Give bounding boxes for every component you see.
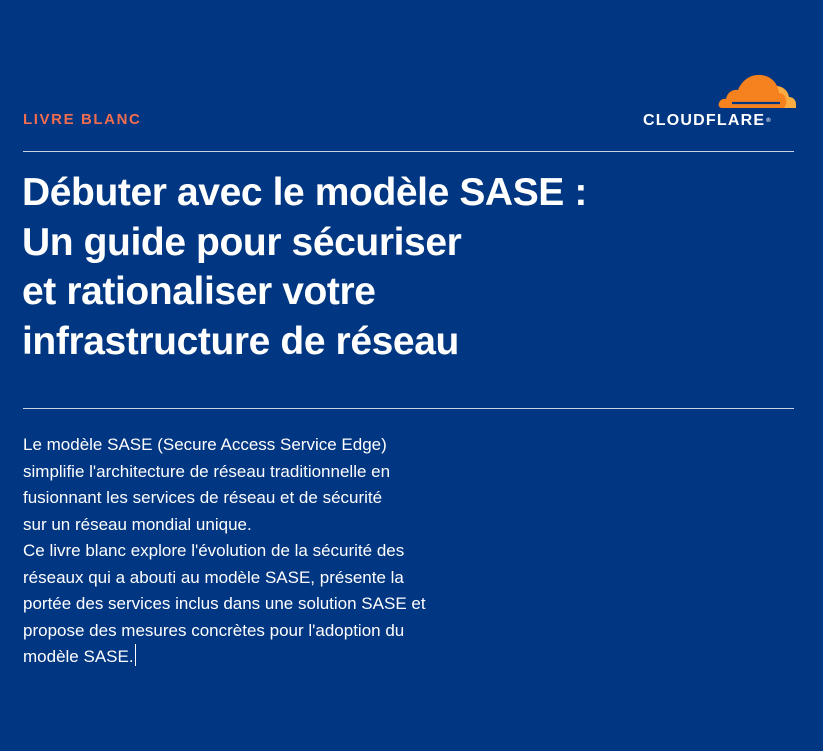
summary-line: Le modèle SASE (Secure Access Service Edge) [23, 435, 387, 454]
bottom-divider [23, 408, 794, 409]
summary-last-line [23, 644, 583, 671]
document-type-label: LIVRE BLANC [23, 111, 142, 128]
cloudflare-wordmark [643, 112, 771, 130]
title-line: et rationaliser votre [22, 270, 376, 313]
summary-line: propose des mesures concrètes pour l'adoption du [23, 620, 405, 640]
page-title [22, 168, 782, 366]
summary-line-text: modèle SASE. [23, 647, 134, 666]
summary-line: réseaux qui a abouti au modèle SASE, présente la [23, 567, 404, 587]
summary-line: sur un réseau mondial unique. [23, 514, 252, 534]
summary-line: portée des services inclus dans une solution SASE et [23, 594, 426, 613]
registered-mark: ® [766, 118, 771, 124]
title-line: Débuter avec le modèle SASE : [22, 171, 587, 214]
summary-line: fusionnant les services de réseau et de sécurité [23, 488, 383, 507]
summary-line: simplifie l'architecture de réseau traditionnelle en [23, 461, 391, 481]
title-line: infrastructure de réseau [22, 319, 459, 363]
text-cursor [135, 644, 136, 666]
cloudflare-cloud-icon [718, 72, 796, 110]
title-line: Un guide pour sécuriser [22, 220, 462, 264]
summary-line: Ce livre blanc explore l'évolution de la sécurité des [23, 541, 405, 560]
top-divider [23, 151, 794, 152]
summary-text[interactable] [23, 432, 583, 671]
cloudflare-wordmark-text: CLOUDFLARE [643, 112, 766, 129]
cloudflare-logo [640, 72, 800, 130]
